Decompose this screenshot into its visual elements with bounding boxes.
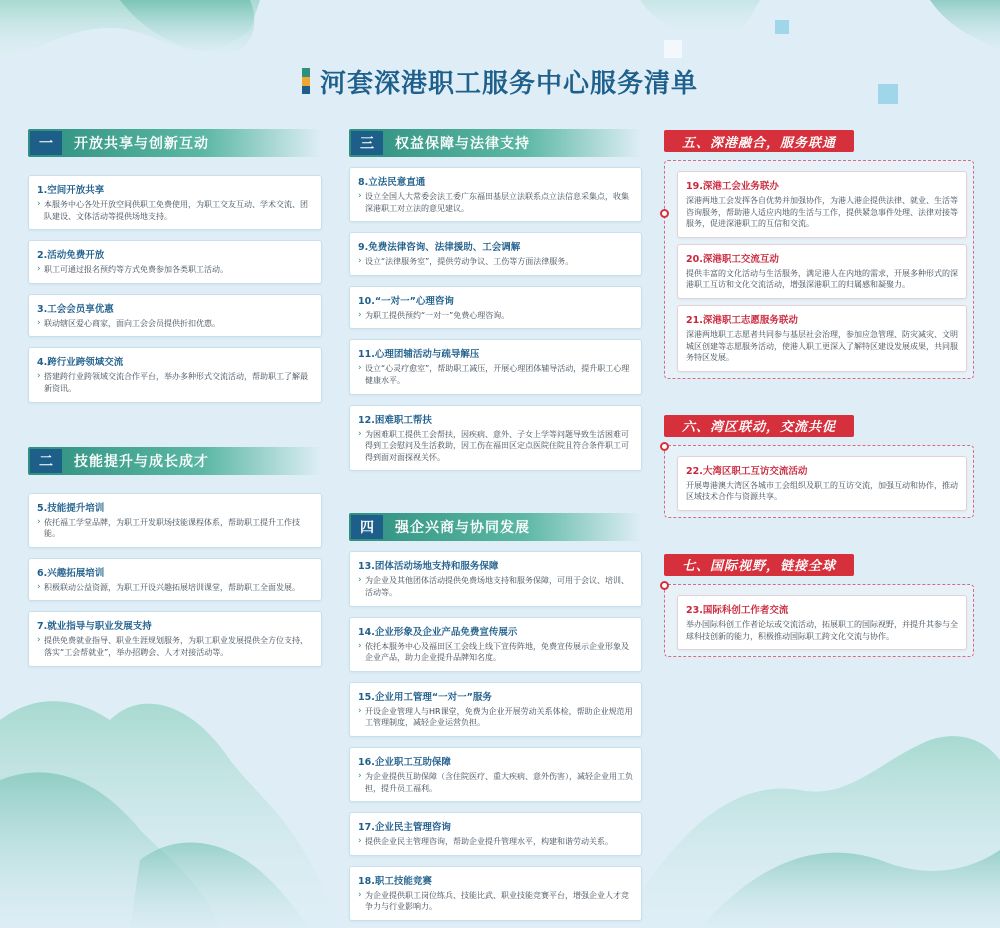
- timeline-dot-icon: [660, 442, 669, 451]
- service-desc: 举办国际科创工作者论坛或交流活动，拓展职工的国际视野，并提升其参与全球科技创新的能力，积极推动国际职工跨文化交流与协作。: [686, 619, 958, 641]
- service-desc: › 设立全国人大常委会法工委广东福田基层立法联系点立法信息采集点，收集深港职工对立法的意见建议。: [358, 191, 633, 214]
- section-box: [664, 160, 974, 379]
- service-desc: › 为企业提供互助保障（含住院医疗、重大疾病、意外伤害），减轻企业用工负担，提升员工福利。: [358, 771, 633, 794]
- service-card: [349, 617, 642, 672]
- service-card: [349, 167, 642, 222]
- service-title: 3.工会会员享优惠: [37, 303, 114, 315]
- service-card: [28, 347, 322, 402]
- service-desc: › 设立“法律服务室”，提供劳动争议、工伤等方面法律服务。: [358, 256, 633, 268]
- service-desc: › 为企业及其他团体活动提供免费场地支持和服务保障，可用于会议、培训、活动等。: [358, 575, 633, 598]
- service-card: [349, 286, 642, 330]
- section-title: 强企兴商与协同发展: [395, 520, 530, 537]
- section-2: [28, 447, 322, 667]
- service-card: [349, 551, 642, 606]
- section-title: 权益保障与法律支持: [395, 136, 530, 152]
- page-title-text: 河套深港职工服务中心服务清单: [319, 68, 698, 99]
- service-desc: › 依托本服务中心及福田区工会线上线下宣传阵地，免费宣传展示企业形象及企业产品，助力企业提升品牌知名度。: [358, 641, 633, 664]
- section-header-red: 六、湾区联动，交流共促: [664, 415, 854, 437]
- service-desc: › 积极联动公益资源，为职工开设兴趣拓展培训课堂，帮助职工全面发展。: [37, 582, 313, 594]
- service-desc: › 为困难职工提供工会帮扶，因疾病、意外、子女上学等问题导致生活困难可得到工会慰问及生活救助，因工伤在福田区定点医院住院且符合条件职工可得到面对面探视关怀。: [358, 429, 633, 464]
- column-left: [28, 129, 322, 667]
- section-5: [664, 130, 974, 379]
- service-desc: › 联动辖区爱心商家，面向工会会员提供折扣优惠。: [37, 318, 313, 330]
- service-title: 22.大湾区职工互访交流活动: [686, 465, 808, 477]
- service-desc: 提供丰富的文化活动与生活服务，满足港人在内地的需求，开展多种形式的深港职工互访和文化交流活动，增强深港职工的归属感和凝聚力。: [686, 268, 958, 290]
- service-title: 15.企业用工管理“一对一”服务: [358, 691, 492, 703]
- section-1: [28, 129, 322, 403]
- service-title: 9.免费法律咨询、法律援助、工会调解: [358, 242, 521, 254]
- service-card: [349, 682, 642, 737]
- section-title: 开放共享与创新互动: [74, 136, 209, 152]
- section-title: 技能提升与成长成才: [74, 453, 209, 470]
- service-card: [349, 812, 642, 856]
- service-desc: › 为职工提供预约“一对一”免费心理咨询。: [358, 310, 633, 322]
- section-7: [664, 554, 974, 657]
- section-6: [664, 415, 974, 518]
- service-title: 18.职工技能竞赛: [358, 875, 432, 887]
- header: [0, 62, 1000, 100]
- section-number: 一: [30, 131, 62, 155]
- service-desc: 深港两地工会发挥各自优势并加强协作，为港人港企提供法律、就业、生活等咨询服务，帮助港人适应内地的生活与工作，提供紧急事件处理、法律对接等服务，促进深港职工的互信和交流。: [686, 196, 958, 229]
- service-desc: 开展粤港澳大湾区各城市工会组织及职工的互访交流，加强互动和协作，推动区域技术合作与资源共享。: [686, 480, 958, 502]
- service-card: [349, 232, 642, 276]
- service-title: 2.活动免费开放: [37, 250, 105, 262]
- service-card: [349, 747, 642, 802]
- service-title: 4.跨行业跨领域交流: [37, 357, 124, 369]
- timeline-dot-icon: [660, 581, 669, 590]
- service-desc: › 依托福工学堂品牌，为职工开发职场技能课程体系，帮助职工提升工作技能。: [37, 517, 313, 540]
- service-card: [677, 171, 967, 238]
- service-title: 23.国际科创工作者交流: [686, 604, 789, 616]
- section-4: [349, 513, 642, 921]
- section-header: [28, 129, 322, 157]
- title-logo-icon: [302, 68, 310, 94]
- service-desc: › 提供免费就业指导、职业生涯规划服务，为职工职业发展提供全方位支持，落实“工会帮就业”，举办招聘会、人才对接活动等。: [37, 635, 313, 658]
- service-title: 1.空间开放共享: [37, 185, 105, 196]
- section-header: [28, 447, 322, 475]
- service-card: [28, 558, 322, 602]
- service-title: 12.困难职工帮扶: [358, 414, 432, 426]
- service-title: 10.“一对一”心理咨询: [358, 295, 454, 307]
- service-card: [349, 866, 642, 921]
- section-header-red: 七、国际视野，链接全球: [664, 554, 854, 576]
- service-card: [28, 611, 322, 666]
- section-number: 四: [351, 515, 383, 539]
- service-title: 13.团体活动场地支持和服务保障: [358, 561, 499, 573]
- service-title: 16.企业职工互助保障: [358, 756, 451, 768]
- service-card: [677, 305, 967, 372]
- service-title: 7.就业指导与职业发展支持: [37, 621, 152, 633]
- page-title: [302, 63, 698, 100]
- service-card: [677, 456, 967, 511]
- service-desc: › 为企业提供职工岗位练兵、技能比武、职业技能竞赛平台，增强企业人才竞争力与行业影响力。: [358, 890, 633, 913]
- service-title: 20.深港职工交流互动: [686, 253, 779, 265]
- section-3: [349, 129, 642, 471]
- service-desc: › 提供企业民主管理咨询，帮助企业提升管理水平，构建和谐劳动关系。: [358, 836, 633, 848]
- service-desc: › 设立“心灵疗愈室”，帮助职工减压，开展心理团体辅导活动，提升职工心理健康水平。: [358, 363, 633, 386]
- service-title: 11.心理团辅活动与疏导解压: [358, 349, 480, 361]
- service-title: 8.立法民意直通: [358, 177, 426, 188]
- service-desc: › 本服务中心各处开放空间供职工免费使用，为职工交友互动、学术交流、团队建设、文体活动等提供场地支持。: [37, 199, 313, 222]
- service-title: 19.深港工会业务联办: [686, 181, 779, 192]
- section-header-red: 五、深港融合，服务联通: [664, 130, 854, 152]
- column-right: [664, 130, 974, 657]
- column-middle: [349, 129, 642, 921]
- service-title: 14.企业形象及企业产品免费宣传展示: [358, 626, 518, 638]
- service-card: [28, 175, 322, 230]
- service-card: [677, 595, 967, 650]
- service-desc: › 搭建跨行业跨领域交流合作平台，举办多种形式交流活动，帮助职工了解最新资讯。: [37, 371, 313, 394]
- section-box: [664, 445, 974, 518]
- service-card: [28, 493, 322, 548]
- service-title: 17.企业民主管理咨询: [358, 822, 451, 834]
- section-header: [349, 129, 642, 157]
- service-card: [28, 294, 322, 338]
- service-desc: 深港两地职工志愿者共同参与基层社会治理，参加应急管理、防灾减灾、文明城区创建等志愿服务活动，使港人职工更深入了解特区建设发展成果，共同服务特区发展。: [686, 329, 958, 363]
- service-title: 5.技能提升培训: [37, 502, 105, 514]
- service-card: [677, 244, 967, 299]
- service-card: [349, 339, 642, 394]
- service-desc: › 开设企业管理人与HR课堂，免费为企业开展劳动关系体检，帮助企业规范用工管理制度，减轻企业运营负担。: [358, 706, 633, 729]
- section-number: 二: [30, 449, 62, 473]
- section-box: [664, 584, 974, 657]
- timeline-dot-icon: [660, 209, 669, 218]
- service-title: 6.兴趣拓展培训: [37, 567, 105, 579]
- service-title: 21.深港职工志愿服务联动: [686, 314, 798, 326]
- section-number: 三: [351, 131, 383, 155]
- service-card: [349, 405, 642, 472]
- service-card: [28, 240, 322, 284]
- section-header: [349, 513, 642, 541]
- service-desc: › 职工可通过报名预约等方式免费参加各类职工活动。: [37, 264, 313, 276]
